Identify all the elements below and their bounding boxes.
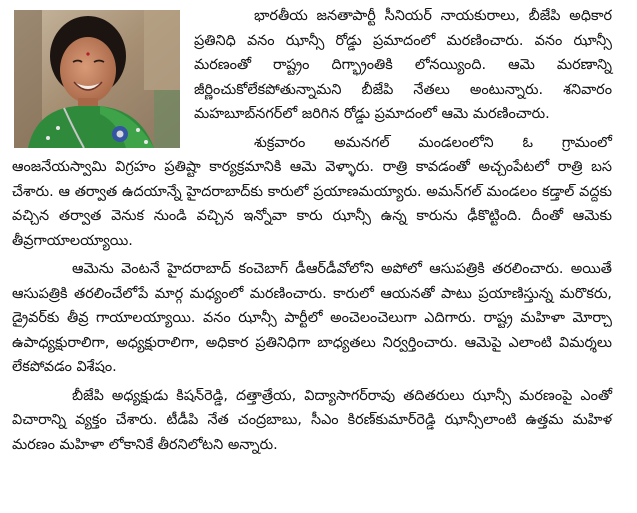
article-paragraph-1: భారతీయ జనతాపార్టీ సీనియర్ నాయకురాలు, బీజేపి అధికార ప్రతినిధి వనం ఝాన్సీ రోడ్డు ప్రమాదంలో మరణించారు. వనం ఝాన్సీ మరణంతో రాష్ట్రం దిగ్భ్రాంతికి లోనయ్యింది. ఆమె మరణాన్ని జీర్ణించుకోలేకపోతున్నామని బీజేపి నేతలు అంటున్నారు. శనివారం మహబూబ్‌నగర్‌లో జరిగిన రోడ్డు ప్రమాదంలో ఆమె మరణించారు. [194,8,612,122]
article-paragraph-4: బీజేపి అధ్యక్షుడు కిషన్‌రెడ్డి, దత్తాత్రేయ, విద్యాసాగర్‌రావు తదితరులు ఝాన్సీ మరణంపై ఎంతో విచారాన్ని వ్యక్తం చేశారు. టీడీపి నేత చంద్రబాబు, సీఎం కిరణ్‌కుమార్‌రెడ్డి ఝాన్సీలాంటి ఉత్తమ మహిళ మరణం మహిళా లోకానికే తీరనిలోటని అన్నారు. [12,387,612,453]
article-paragraph-3: ఆమెను వెంటనే హైదరాబాద్ కంచెబాగ్ డీఆర్‌డీవోలోని అపోలో ఆసుపత్రికి తరలించారు. అయితే ఆసుపత్రికి తరలించేలోపే మార్గ మధ్యంలో మరణించారు. కారులో ఆయనతో పాటు ప్రయాణిస్తున్న మరొకరు, డ్రైవర్‌కు తీవ్ర గాయాలయ్యాయి. వనం ఝాన్సీ పార్టీలో అంచెలంచెలుగా ఎదిగారు. రాష్ట్ర మహిళా మోర్చా ఉపాధ్యక్షురాలిగా, అధ్యక్షురాలిగా, అధికార ప్రతినిధిగా బాధ్యతలు నిర్వర్తించారు. ఆమెపై ఎలాంటి విమర్శలు లేకపోవడం విశేషం. [12,261,612,375]
news-article [12,4,612,457]
portrait-photo [14,10,180,148]
article-paragraph-2: శుక్రవారం అమనగల్ మండలంలోని ఓ గ్రామంలో ఆంజనేయస్వామి విగ్రహం ప్రతిష్టా కార్యక్రమానికి ఆమె వెళ్ళారు. రాత్రి కావడంతో అచ్చంపేటలో రాత్రి బస చేశారు. ఆ తర్వాత ఉదయాన్నే హైదరాబాద్‌కు కారులో ప్రయాణమయ్యారు. అమన్‌గల్ మండలం కడ్తాల్ వద్దకు వచ్చిన తర్వాత వెనుక నుండి వచ్చిన ఇన్నోవా కారు ఝాన్సీ ఉన్న కారును ఢీకొట్టింది. దీంతో ఆమెకు తీవ్రగాయాలయ్యాయి. [12,134,612,249]
person-portrait-icon [14,10,180,148]
